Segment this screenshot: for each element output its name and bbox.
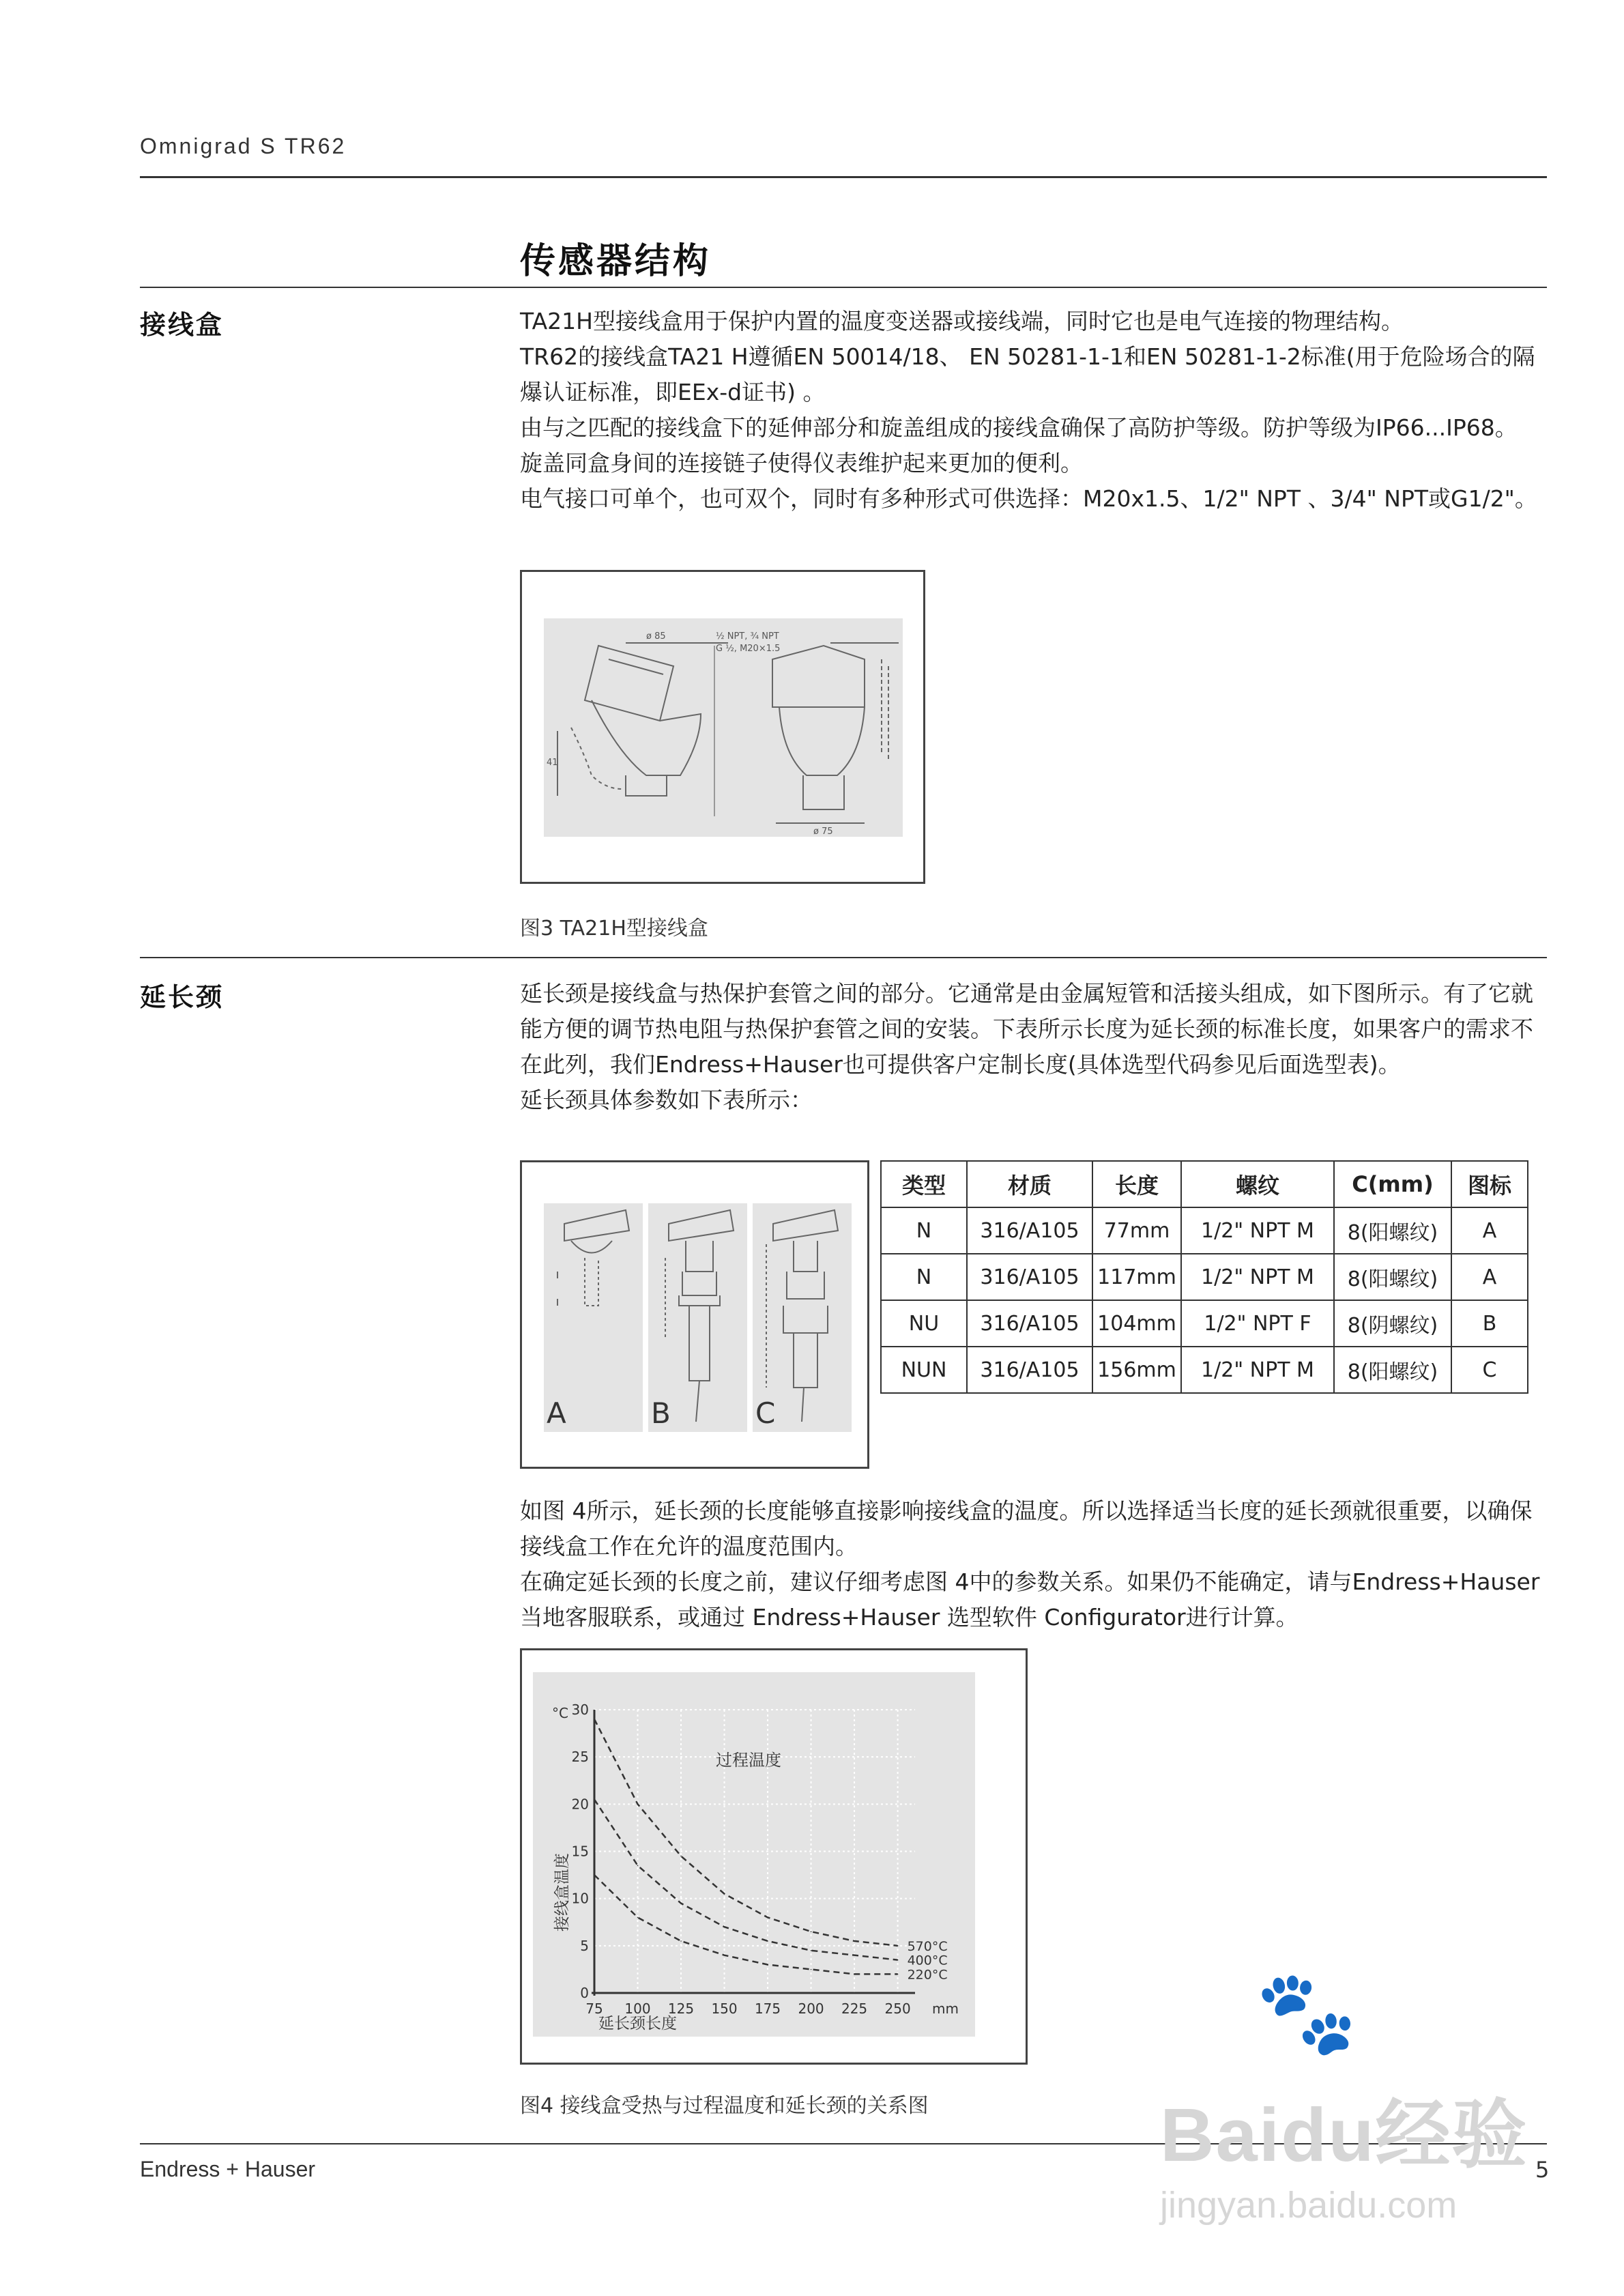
neck-type-a-drawing bbox=[544, 1203, 643, 1432]
chart-series-label: 400°C bbox=[907, 1953, 948, 1968]
chart-y-tick-label: 0 bbox=[580, 1985, 589, 2001]
extension-neck-text bbox=[520, 976, 1537, 1118]
table-cell: NUN bbox=[881, 1347, 967, 1393]
chart-data-point bbox=[637, 1804, 639, 1805]
figure-4-frame bbox=[520, 1648, 1028, 2065]
chart-x-tick-label: 175 bbox=[754, 2000, 781, 2017]
junction-box-drawing bbox=[544, 618, 903, 837]
chart-background bbox=[533, 1672, 975, 2037]
footer-company: Endress + Hauser bbox=[140, 2157, 316, 2181]
chart-x-tick-label: 100 bbox=[624, 2000, 651, 2017]
table-header-cell: 长度 bbox=[1092, 1161, 1181, 1207]
table-cell: 8(阳螺纹) bbox=[1334, 1347, 1451, 1393]
chart-data-point bbox=[724, 1926, 725, 1927]
figure-3-caption: 图3 TA21H型接线盒 bbox=[520, 917, 708, 941]
chart-series-line bbox=[594, 1875, 898, 1974]
chart-series-label: 220°C bbox=[907, 1967, 948, 1983]
extension-neck-paragraph: 延长颈是接线盒与热保护套管之间的部分。它通常是由金属短管和活接头组成，如下图所示。有了它就能方便的调节热电阻与热保护套管之间的安装。下表所示长度为延长颈的标准长度，如果客户的需求不在此列，我们Endress+Hauser也可提供客户定制长度(具体选型代码参见后面选型表)。 bbox=[520, 980, 1533, 1078]
figure-3-label: ø 85 bbox=[646, 631, 666, 642]
document-header-title: Omnigrad S TR62 bbox=[140, 134, 347, 158]
chart-data-point bbox=[897, 1945, 899, 1947]
junction-box-text bbox=[520, 304, 1543, 517]
chart-data-point bbox=[811, 1950, 812, 1951]
extension-neck-label: 延长颈 bbox=[140, 982, 224, 1012]
chart-data-point bbox=[637, 1917, 639, 1919]
chart-y-tick-label: 30 bbox=[571, 1702, 589, 1718]
figure-3-label: G ½, M20×1.5 bbox=[716, 644, 781, 654]
table-row bbox=[881, 1207, 1528, 1254]
table-header-cell: 图标 bbox=[1451, 1161, 1528, 1207]
chart-data-point bbox=[767, 1964, 768, 1966]
table-header-cell: C(mm) bbox=[1334, 1161, 1451, 1207]
neck-type-c-drawing bbox=[753, 1203, 852, 1432]
table-cell: 316/A105 bbox=[967, 1300, 1092, 1347]
chart-data-point bbox=[724, 1893, 725, 1895]
table-row bbox=[881, 1300, 1528, 1347]
table-cell: 77mm bbox=[1092, 1207, 1181, 1254]
figure-3-drawing bbox=[544, 618, 903, 837]
chart-data-point bbox=[594, 1874, 595, 1876]
chart-series-label: 570°C bbox=[907, 1938, 948, 1954]
table-header-cell: 类型 bbox=[881, 1161, 967, 1207]
chart-x-tick-label: 225 bbox=[841, 2000, 868, 2017]
table-cell: N bbox=[881, 1254, 967, 1300]
junction-box-paragraph: 电气接口可单个，也可双个，同时有多种形式可供选择：M20x1.5、1/2" NPT 、3/4" NPT或G1/2"。 bbox=[520, 485, 1537, 512]
chart-series-line bbox=[594, 1799, 898, 1960]
chart-y-tick-label: 5 bbox=[580, 1937, 589, 1954]
chart-x-tick-label: 250 bbox=[884, 2000, 911, 2017]
table-cell: A bbox=[1451, 1207, 1528, 1254]
neck-drawing-c bbox=[753, 1203, 852, 1432]
chart-y-tick-label: 25 bbox=[571, 1749, 589, 1766]
table-cell: NU bbox=[881, 1300, 967, 1347]
neck-figure-tag: A bbox=[547, 1396, 566, 1430]
figure-3-label: 41 bbox=[547, 758, 558, 768]
table-cell: 117mm bbox=[1092, 1254, 1181, 1300]
neck-drawing-b bbox=[648, 1203, 747, 1432]
table-cell: 8(阳螺纹) bbox=[1334, 1207, 1451, 1254]
chart-y-tick-label: 15 bbox=[571, 1843, 589, 1860]
chart-data-point bbox=[767, 1940, 768, 1942]
chart-y-unit: °C bbox=[552, 1705, 568, 1721]
chart-data-point bbox=[897, 1974, 899, 1975]
chart-x-tick-label: 125 bbox=[667, 2000, 695, 2017]
extension-neck-text-after bbox=[520, 1493, 1550, 1635]
table-cell: 1/2" NPT M bbox=[1181, 1254, 1334, 1300]
table-cell: 1/2" NPT M bbox=[1181, 1347, 1334, 1393]
table-row bbox=[881, 1254, 1528, 1300]
table-cell: 316/A105 bbox=[967, 1207, 1092, 1254]
table-cell: 316/A105 bbox=[967, 1254, 1092, 1300]
table-row bbox=[881, 1347, 1528, 1393]
extension-neck-table bbox=[880, 1160, 1528, 1394]
header-rule bbox=[140, 176, 1547, 178]
extension-neck-paragraph: 延长颈具体参数如下表所示： bbox=[520, 1087, 813, 1113]
chart-data-point bbox=[854, 1955, 855, 1956]
chart-data-point bbox=[854, 1974, 855, 1975]
chart-data-point bbox=[897, 1960, 899, 1961]
extension-neck-paragraph: 在确定延长颈的长度之前，建议仔细考虑图 4中的参数关系。如果仍不能确定，请与Endress+Hauser当地客服联系，或通过 Endress+Hauser 选型软件 Configurator进行计算。 bbox=[520, 1568, 1540, 1631]
table-header-cell: 螺纹 bbox=[1181, 1161, 1334, 1207]
table-cell: 8(阴螺纹) bbox=[1334, 1300, 1451, 1347]
chart-data-point bbox=[680, 1903, 682, 1904]
table-cell: 104mm bbox=[1092, 1300, 1181, 1347]
chart-data-point bbox=[854, 1940, 855, 1942]
chart-data-point bbox=[811, 1969, 812, 1970]
neck-figure-tag: B bbox=[651, 1396, 671, 1430]
chart-annotation: 过程温度 bbox=[716, 1751, 781, 1770]
junction-box-paragraph: 由与之匹配的接线盒下的延伸部分和旋盖组成的接线盒确保了高防护等级。防护等级为IP66...IP68。 旋盖同盒身间的连接链子使得仪表维护起来更加的便利。 bbox=[520, 414, 1518, 476]
chart-data-point bbox=[594, 1799, 595, 1800]
section-title: 传感器结构 bbox=[520, 241, 712, 282]
chart-x-unit: mm bbox=[932, 2000, 959, 2017]
baidu-watermark-url: jingyan.baidu.com bbox=[1160, 2185, 1458, 2226]
chart-data-point bbox=[811, 1931, 812, 1932]
junction-box-paragraph: TR62的接线盒TA21 H遵循EN 50014/18、 EN 50281-1-1和EN 50281-1-2标准(用于危险场合的隔爆认证标准，即EEx-d证书) 。 bbox=[520, 343, 1535, 405]
table-cell: N bbox=[881, 1207, 967, 1254]
paw-watermark-icon: 🐾 bbox=[1256, 1966, 1358, 2061]
chart-y-tick-label: 10 bbox=[571, 1890, 589, 1907]
table-cell: 1/2" NPT M bbox=[1181, 1207, 1334, 1254]
neck-figure-tag: C bbox=[755, 1396, 776, 1430]
temperature-chart bbox=[533, 1672, 975, 2037]
extension-neck-figure-frame bbox=[520, 1160, 869, 1469]
figure-4-caption: 图4 接线盒受热与过程温度和延长颈的关系图 bbox=[520, 2094, 929, 2118]
table-cell: 8(阳螺纹) bbox=[1334, 1254, 1451, 1300]
chart-data-point bbox=[767, 1917, 768, 1919]
extension-neck-paragraph: 如图 4所示，延长颈的长度能够直接影响接线盒的温度。所以选择适当长度的延长颈就很重要，以确保接线盒工作在允许的温度范围内。 bbox=[520, 1497, 1533, 1560]
page-number: 5 bbox=[1535, 2157, 1550, 2183]
chart-ylabel: 接线盒温度 bbox=[553, 1853, 571, 1932]
table-cell: 1/2" NPT F bbox=[1181, 1300, 1334, 1347]
chart-x-tick-label: 200 bbox=[798, 2000, 824, 2017]
table-header-row bbox=[881, 1161, 1528, 1207]
section-rule bbox=[140, 287, 1547, 288]
neck-drawing-a bbox=[544, 1203, 643, 1432]
table-header-cell: 材质 bbox=[967, 1161, 1092, 1207]
neck-type-b-drawing bbox=[648, 1203, 747, 1432]
chart-data-point bbox=[680, 1856, 682, 1857]
table-cell: B bbox=[1451, 1300, 1528, 1347]
chart-data-point bbox=[637, 1865, 639, 1866]
junction-box-paragraph: TA21H型接线盒用于保护内置的温度变送器或接线端，同时它也是电气连接的物理结构。 bbox=[520, 308, 1404, 334]
table-cell: 156mm bbox=[1092, 1347, 1181, 1393]
table-cell: A bbox=[1451, 1254, 1528, 1300]
table-cell: C bbox=[1451, 1347, 1528, 1393]
figure-3-label: ø 75 bbox=[813, 827, 833, 837]
figure-3-label: ½ NPT, ¾ NPT bbox=[716, 631, 779, 642]
chart-x-tick-label: 150 bbox=[711, 2000, 738, 2017]
section-divider bbox=[140, 957, 1547, 958]
chart-x-tick-label: 75 bbox=[585, 2000, 603, 2017]
chart-xlabel: 延长颈长度 bbox=[598, 2015, 677, 2033]
chart-y-tick-label: 20 bbox=[571, 1796, 589, 1813]
table-cell: 316/A105 bbox=[967, 1347, 1092, 1393]
baidu-watermark-logo: Baidu经验 bbox=[1160, 2093, 1528, 2177]
chart-data-point bbox=[594, 1719, 595, 1720]
junction-box-label: 接线盒 bbox=[140, 310, 224, 340]
chart-data-point bbox=[680, 1940, 682, 1942]
figure-3-frame bbox=[520, 570, 925, 884]
chart-data-point bbox=[724, 1955, 725, 1956]
